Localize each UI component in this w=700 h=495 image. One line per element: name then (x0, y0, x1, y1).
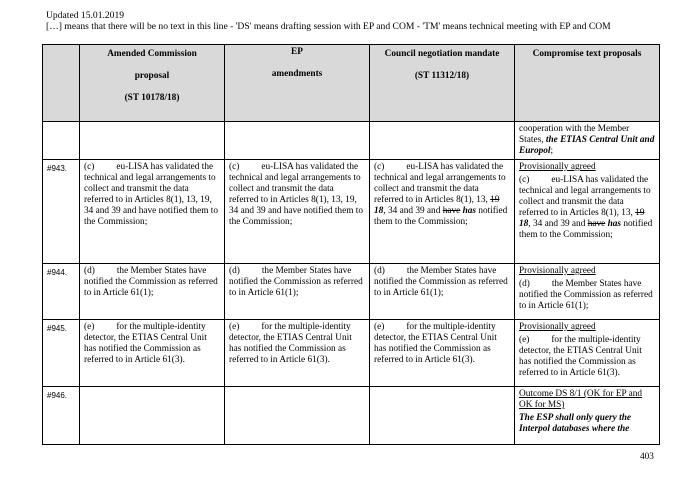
council-text: (c) eu-LISA has validated the technical and legal arrangements to collect and transmit the data referred to in Articles 8(1), 13, 19 18, 34 and 39 and have has notified them to the Commission; (370, 160, 515, 264)
row-number: #945. (43, 320, 80, 387)
outcome-label: Outcome DS 8/1 (OK for EP and OK for MS) (519, 389, 643, 410)
commission-text: (c) eu-LISA has validated the technical and legal arrangements to collect and transmit the data referred to in Articles 8(1), 13, 19, 34 and 39 and have notified them to the Commission; (80, 160, 225, 264)
negotiation-table (42, 44, 660, 445)
row-number: #943. (43, 160, 80, 264)
outcome-note: The ESP shall only query the Interpol databases where the (519, 413, 632, 434)
status-label: Provisionally agreed (519, 162, 596, 172)
commission-text: (d) the Member States have notified the Commission as referred to in Article 61(1); (80, 264, 225, 320)
ep-text: (c) eu-LISA has validated the technical and legal arrangements to collect and transmit the data referred to in Articles 8(1), 13, 19, 34 and 39 and have notified them to the Commission; (225, 160, 370, 264)
status-label: Provisionally agreed (519, 322, 596, 332)
header-commission: Amended Commission proposal (ST 10178/18) (80, 45, 225, 122)
compromise-continuation: cooperation with the Member States, the ETIAS Central Unit and Europol; (515, 122, 660, 160)
status-label: Provisionally agreed (519, 266, 596, 276)
header-empty (43, 45, 80, 122)
header-compromise: Compromise text proposals (515, 45, 660, 122)
table-row-943 (43, 160, 660, 264)
row-number: #944. (43, 264, 80, 320)
table-row-continuation (43, 122, 660, 160)
compromise-text: Provisionally agreed (e) for the multiple-identity detector, the ETIAS Central Unit has notified the Commission as referred to in Article 61(3). (515, 320, 660, 387)
update-date: Updated 15.01.2019 (46, 10, 125, 21)
compromise-text: Provisionally agreed (c) eu-LISA has validated the technical and legal arrangements to collect and transmit the data referred to in Articles 8(1), 13, 19 18, 34 and 39 and have has notified them to the Commission; (515, 160, 660, 264)
header-council: Council negotiation mandate (ST 11312/18) (370, 45, 515, 122)
compromise-text: Provisionally agreed (d) the Member States have notified the Commission as referred to in Article 61(1); (515, 264, 660, 320)
row-number: #946. (43, 387, 80, 445)
table-row-946 (43, 387, 660, 445)
compromise-text (515, 387, 660, 445)
table-row-945 (43, 320, 660, 387)
commission-text: (e) for the multiple-identity detector, the ETIAS Central Unit has notified the Commission as referred to in Article 61(3). (80, 320, 225, 387)
council-text: (e) for the multiple-identity detector, the ETIAS Central Unit has notified the Commission as referred to in Article 61(3). (370, 320, 515, 387)
table-header-row (43, 45, 660, 122)
page-number: 403 (640, 452, 654, 462)
ep-text: (d) the Member States have notified the Commission as referred to in Article 61(1); (225, 264, 370, 320)
table-row-944 (43, 264, 660, 320)
legend-text: […] means that there will be no text in this line - 'DS' means drafting session with EP and COM - 'TM' means technical meeting with EP and COM (46, 21, 611, 32)
document-header (46, 10, 611, 32)
header-ep: EP amendments (225, 45, 370, 122)
ep-text: (e) for the multiple-identity detector, the ETIAS Central Unit has notified the Commission as referred to in Article 61(3). (225, 320, 370, 387)
council-text: (d) the Member States have notified the Commission as referred to in Article 61(1); (370, 264, 515, 320)
